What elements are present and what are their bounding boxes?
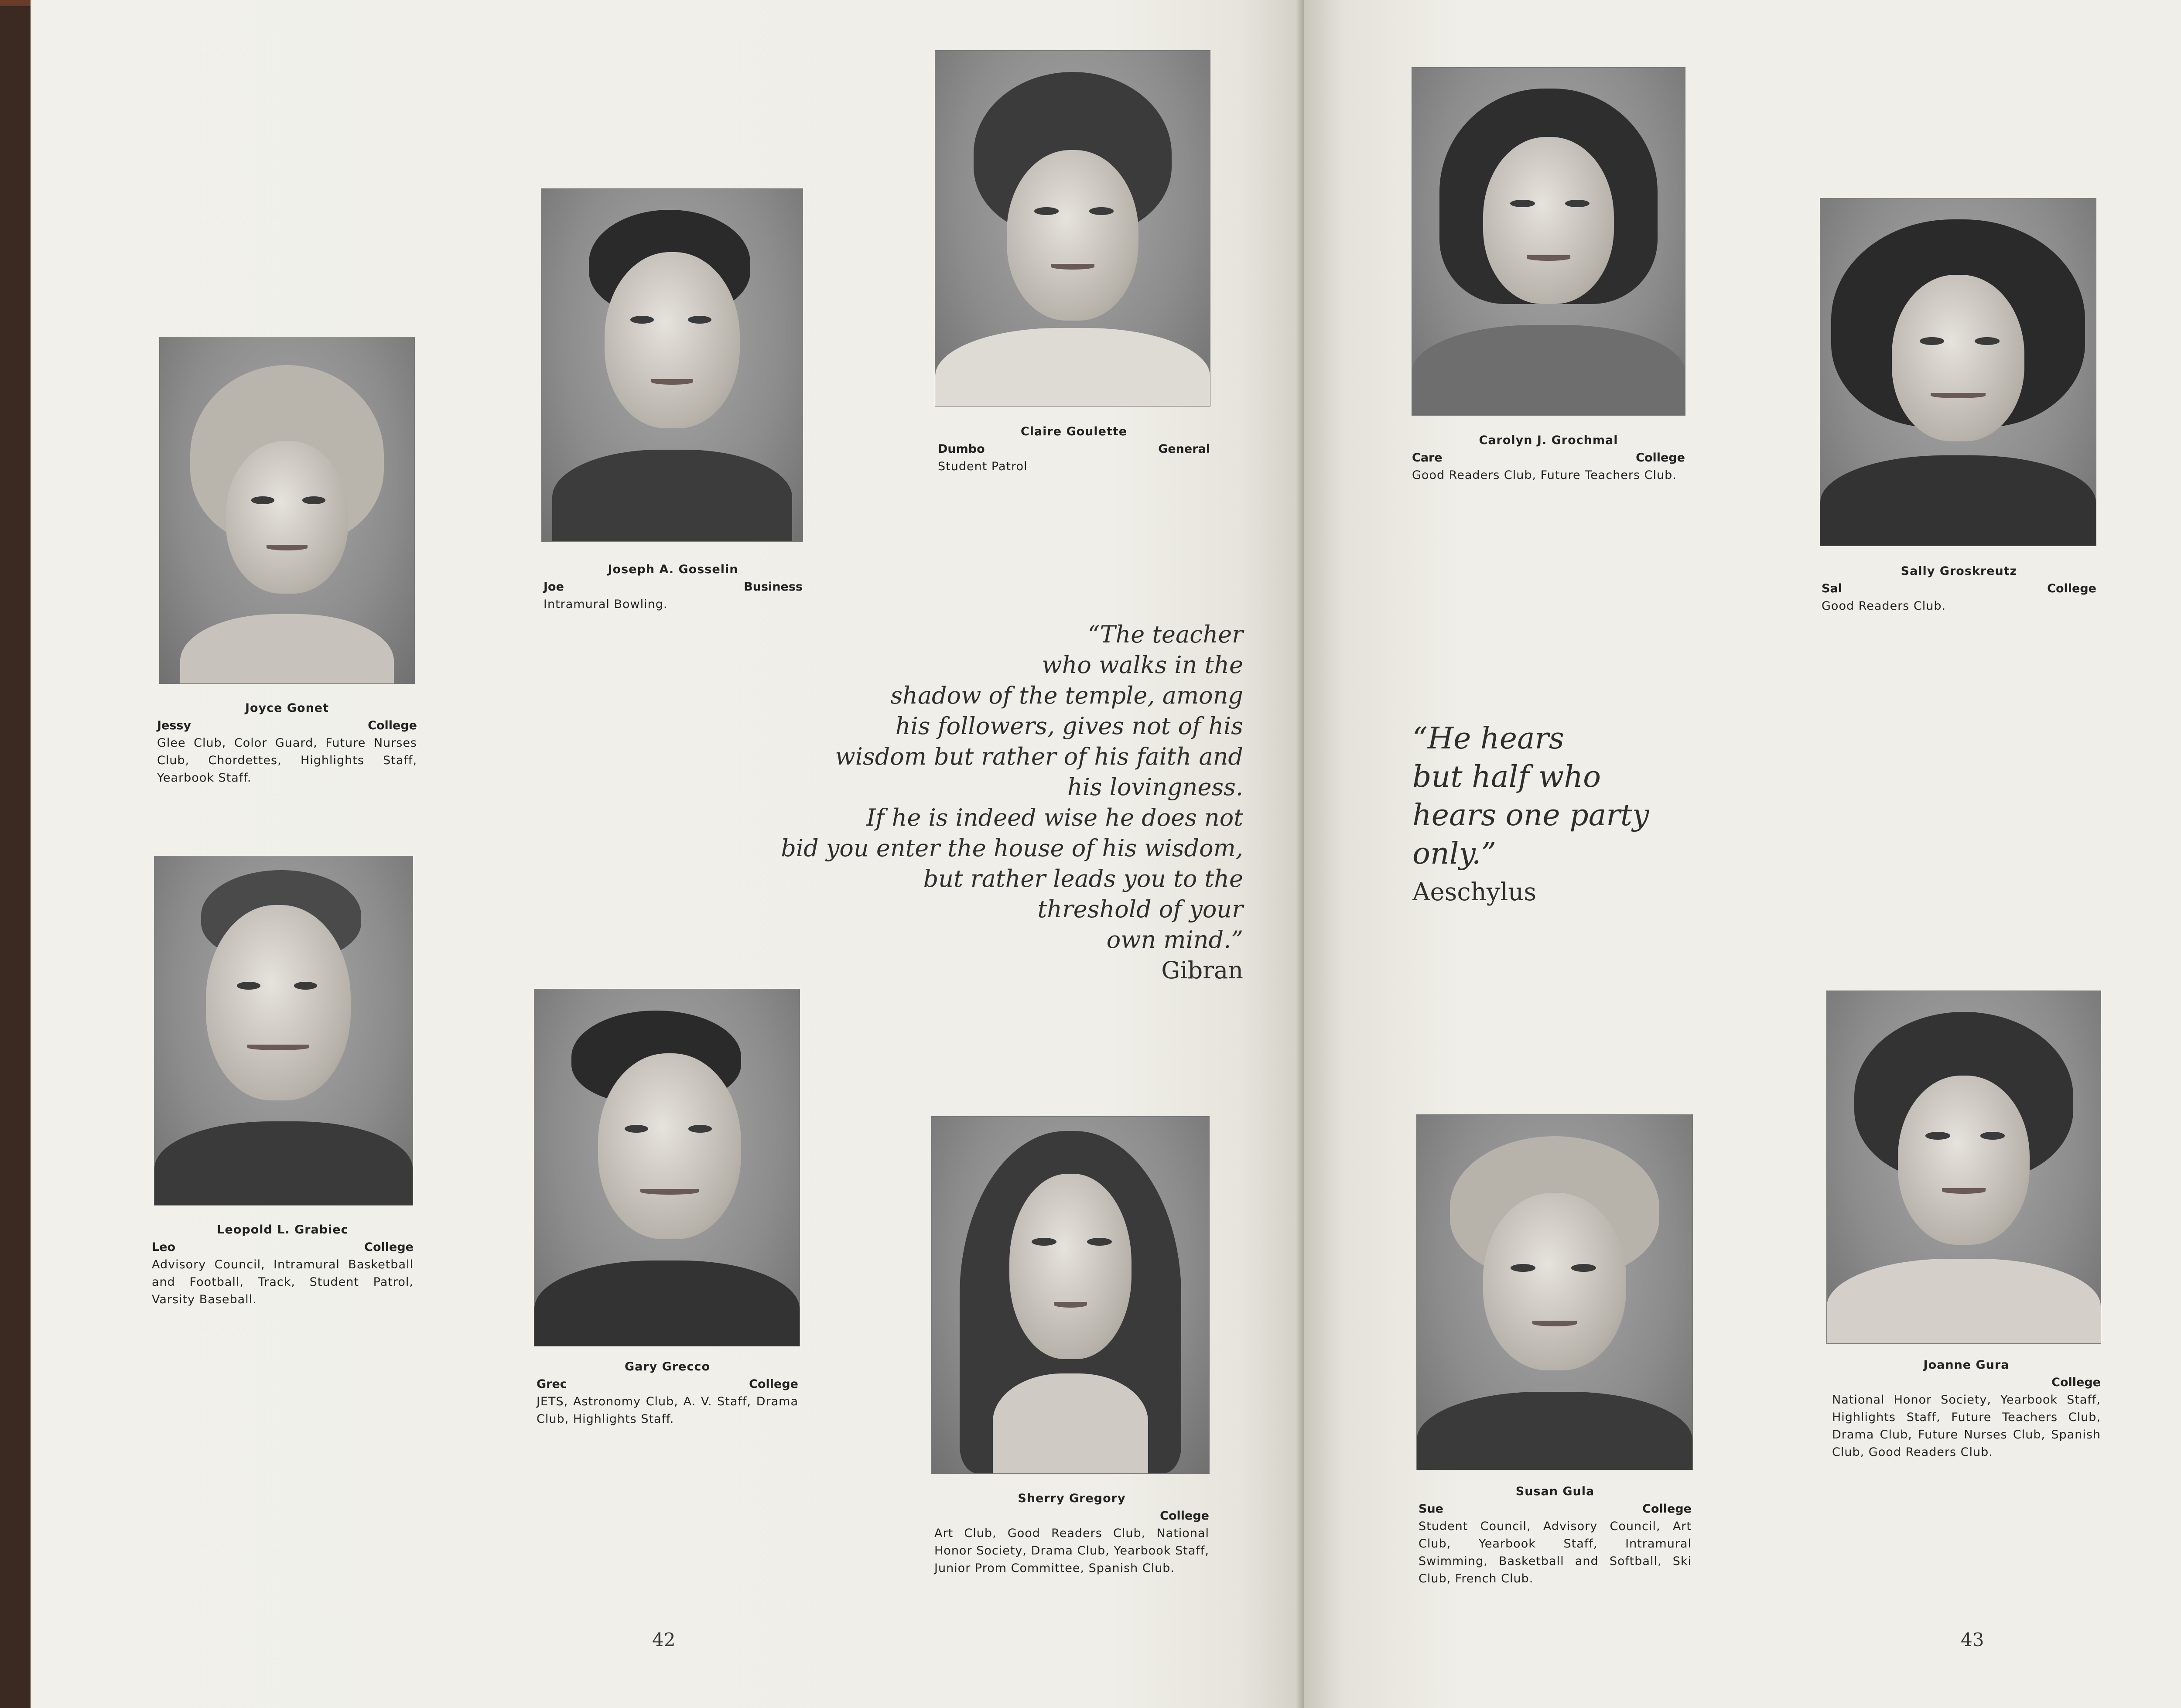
student-name: Sherry Gregory: [1018, 1492, 1126, 1505]
left-page: [31, 0, 1304, 1708]
student-caption: [938, 423, 1210, 475]
student-activities: Advisory Council, Intramural Basketball and Football, Track, Student Patrol, Varsity Baseball.: [152, 1258, 414, 1306]
student-activities: Student Council, Advisory Council, Art Club, Yearbook Staff, Intramural Swimming, Basketball and Softball, Ski Club, French Club.: [1419, 1520, 1692, 1585]
portrait-photo: [1820, 198, 2096, 546]
student-course: College: [749, 1377, 798, 1391]
student-name: Joseph A. Gosselin: [608, 563, 738, 576]
student-caption: [544, 561, 803, 613]
aeschylus-quote: [1412, 720, 1718, 912]
student-nickname: Dumbo: [938, 442, 985, 456]
student-nickname: Sal: [1822, 582, 1842, 595]
student-caption: [934, 1490, 1209, 1577]
quote-line: wisdom but rather of his faith and: [835, 743, 1243, 770]
student-caption: [537, 1358, 798, 1428]
student-activities: Good Readers Club.: [1822, 599, 1946, 613]
quote-line: only.”: [1412, 837, 1497, 871]
student-course: College: [364, 1240, 414, 1254]
gibran-quote: [746, 619, 1243, 986]
student-caption: [1412, 432, 1685, 484]
page-number: 42: [652, 1629, 676, 1650]
student-caption: [1822, 563, 2096, 615]
portrait-photo: [935, 51, 1210, 406]
student-course: College: [1160, 1509, 1209, 1523]
quote-line: If he is indeed wise he does not: [866, 804, 1243, 831]
student-nickname: Care: [1412, 451, 1443, 465]
student-name: Leopold L. Grabiec: [217, 1223, 349, 1237]
student-name: Gary Grecco: [624, 1360, 711, 1373]
student-course: Business: [744, 580, 803, 594]
portrait-photo: [542, 189, 803, 541]
page-number: 43: [1961, 1629, 1984, 1650]
student-activities: National Honor Society, Yearbook Staff, Highlights Staff, Future Teachers Club, Drama Club, Future Nurses Club, Spanish Club, Good Readers Club.: [1832, 1393, 2101, 1459]
student-activities: Art Club, Good Readers Club, National Honor Society, Drama Club, Yearbook Staff, Junior Prom Committee, Spanish Club.: [934, 1527, 1209, 1575]
quote-line: shadow of the temple, among: [890, 682, 1243, 709]
student-activities: Good Readers Club, Future Teachers Club.: [1412, 468, 1677, 482]
portrait-photo: [1417, 1115, 1692, 1470]
student-name: Susan Gula: [1515, 1485, 1595, 1498]
quote-line: threshold of your: [1037, 895, 1243, 923]
student-course: College: [368, 719, 417, 732]
portrait-photo: [154, 856, 413, 1205]
portrait-photo: [160, 337, 414, 683]
student-name: Joyce Gonet: [245, 701, 329, 715]
student-caption: [157, 700, 417, 787]
quote-line: own mind.”: [1106, 926, 1243, 953]
portrait-photo: [1827, 991, 2101, 1343]
portrait-photo: [1412, 68, 1685, 415]
student-course: College: [2051, 1376, 2101, 1389]
student-caption: [152, 1221, 414, 1308]
student-caption: [1419, 1483, 1692, 1588]
student-name: Claire Goulette: [1020, 425, 1128, 438]
student-course: General: [1158, 442, 1210, 456]
quote-line: his lovingness.: [1067, 773, 1243, 801]
student-activities: Intramural Bowling.: [544, 598, 668, 611]
quote-line: who walks in the: [1042, 651, 1243, 679]
quote-line: bid you enter the house of his wisdom,: [781, 834, 1243, 862]
student-activities: JETS, Astronomy Club, A. V. Staff, Drama Club, Highlights Staff.: [537, 1395, 798, 1426]
student-name: Carolyn J. Grochmal: [1479, 434, 1618, 447]
quote-line: hears one party: [1412, 798, 1649, 833]
student-caption: [1832, 1356, 2101, 1461]
student-course: College: [1636, 451, 1685, 465]
quote-line: but rather leads you to the: [923, 865, 1243, 892]
quote-line: but half who: [1412, 760, 1601, 794]
student-nickname: Sue: [1419, 1502, 1443, 1516]
quote-line: “The teacher: [1087, 621, 1243, 648]
student-name: Joanne Gura: [1923, 1358, 2010, 1372]
student-name: Sally Groskreutz: [1901, 564, 2017, 578]
quote-line: “He hears: [1412, 721, 1564, 756]
student-activities: Student Patrol: [938, 460, 1028, 473]
student-nickname: Leo: [152, 1240, 176, 1254]
portrait-photo: [534, 989, 800, 1346]
quote-author: Gibran: [1161, 956, 1243, 984]
student-nickname: Grec: [537, 1377, 567, 1391]
quote-line: his followers, gives not of his: [895, 712, 1243, 740]
student-course: College: [1642, 1502, 1692, 1516]
right-page: [1304, 0, 2181, 1708]
portrait-photo: [932, 1117, 1209, 1473]
quote-author: Aeschylus: [1412, 878, 1537, 906]
student-nickname: Jessy: [157, 719, 191, 732]
student-nickname: Joe: [544, 580, 564, 594]
student-activities: Glee Club, Color Guard, Future Nurses Club, Chordettes, Highlights Staff, Yearbook Staff.: [157, 736, 417, 785]
student-course: College: [2047, 582, 2096, 595]
